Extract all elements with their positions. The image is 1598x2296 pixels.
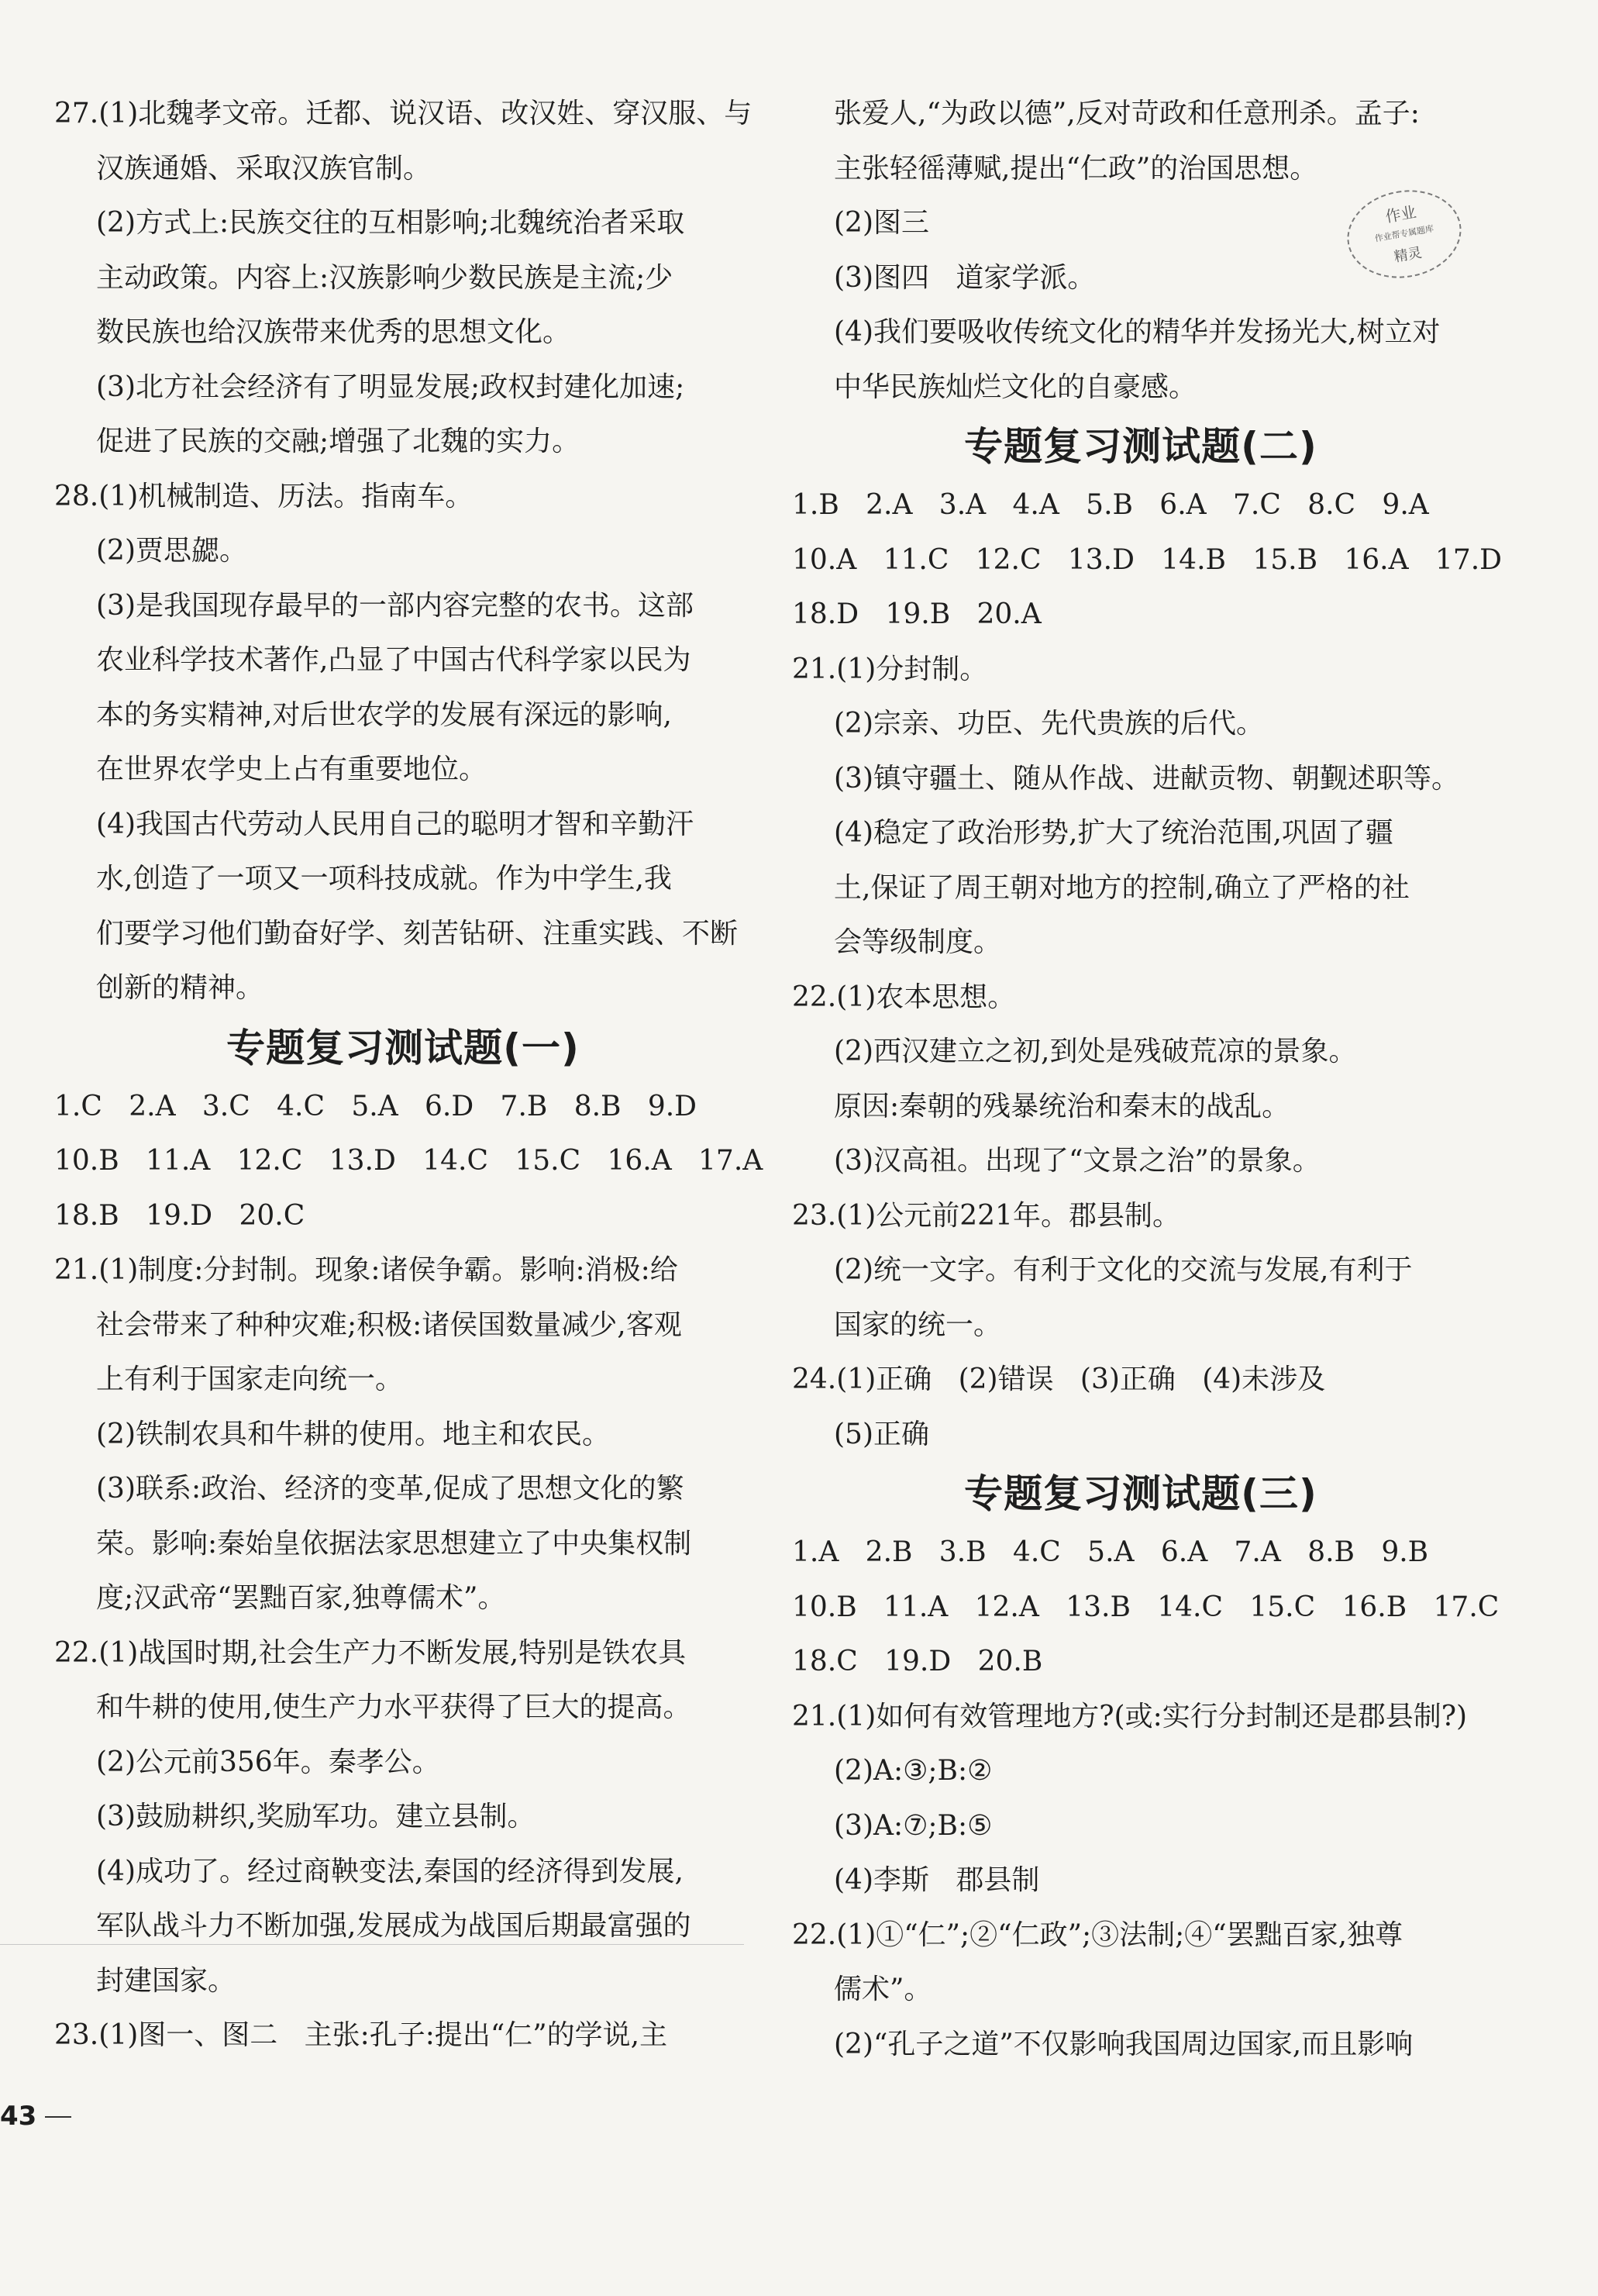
footer-rule [0, 1944, 744, 1945]
text-line: (2)宗亲、功臣、先代贵族的后代。 [834, 708, 1264, 739]
text-line: 23.(1)图一、图二 主张:孔子:提出“仁”的学说,主 [54, 2019, 668, 2051]
text-line: (3)汉高祖。出现了“文景之治”的景象。 [834, 1145, 1321, 1177]
text-line: 在世界农学史上占有重要地位。 [96, 753, 487, 785]
text-line: 18.B 19.D 20.C [54, 1199, 305, 1232]
text-line: 24.(1)正确 (2)错误 (3)正确 (4)未涉及 [792, 1363, 1326, 1395]
stamp-line2: 作业帮专属题库 [1373, 223, 1434, 244]
text-line: 10.A 11.C 12.C 13.D 14.B 15.B 16.A 17.D [792, 543, 1503, 576]
text-line: (3)联系:政治、经济的变革,促成了思想文化的繁 [96, 1473, 684, 1505]
page-number-dash [45, 2116, 71, 2118]
text-line: (3)北方社会经济有了明显发展;政权封建化加速; [96, 371, 685, 403]
text-line: (4)我国古代劳动人民用自己的聪明才智和辛勤汗 [96, 808, 694, 840]
text-line: 18.D 19.B 20.A [792, 598, 1042, 630]
text-line: 1.A 2.B 3.B 4.C 5.A 6.A 7.A 8.B 9.B [792, 1536, 1429, 1568]
text-line: 原因:秦朝的残暴统治和秦末的战乱。 [834, 1090, 1290, 1122]
text-line: 儒术”。 [834, 1974, 932, 2005]
text-line: 和牛耕的使用,使生产力水平获得了巨大的提高。 [96, 1691, 691, 1723]
text-line: (4)成功了。经过商鞅变法,秦国的经济得到发展, [96, 1855, 684, 1887]
stamp-line3: 精灵 [1393, 244, 1424, 266]
text-line: (4)稳定了政治形势,扩大了统治范围,巩固了疆 [834, 817, 1393, 849]
text-line: (2)方式上:民族交往的互相影响;北魏统治者采取 [96, 207, 685, 239]
text-line: 度;汉武帝“罢黜百家,独尊儒术”。 [96, 1582, 506, 1614]
section-title: 专题复习测试题(二) [964, 424, 1317, 469]
text-line: 社会带来了种种灾难;积极:诸侯国数量减少,客观 [96, 1308, 682, 1341]
text-line: 1.C 2.A 3.C 4.C 5.A 6.D 7.B 8.B 9.D [54, 1090, 697, 1122]
text-line: 数民族也给汉族带来优秀的思想文化。 [96, 316, 571, 348]
text-line: 张爱人,“为政以德”,反对苛政和任意刑杀。孟子: [834, 98, 1420, 129]
text-line: 21.(1)制度:分封制。现象:诸侯争霸。影响:消极:给 [54, 1254, 678, 1286]
stamp-line1: 作业 [1383, 202, 1418, 226]
text-line: (2)贾思勰。 [96, 535, 247, 567]
text-line: (2)公元前356年。秦孝公。 [96, 1746, 440, 1778]
text-line: 荣。影响:秦始皇依据法家思想建立了中央集权制 [96, 1527, 692, 1560]
text-line: (5)正确 [834, 1418, 929, 1450]
text-line: (3)鼓励耕织,奖励军功。建立县制。 [96, 1801, 536, 1832]
text-line: 22.(1)战国时期,社会生产力不断发展,特别是铁农具 [54, 1636, 687, 1669]
text-line: (4)李斯 郡县制 [834, 1864, 1040, 1896]
text-line: 21.(1)分封制。 [792, 653, 988, 685]
page-number: 43 [0, 2101, 37, 2132]
text-line: (2)西汉建立之初,到处是残破荒凉的景象。 [834, 1036, 1357, 1067]
text-line: 封建国家。 [96, 1964, 236, 1997]
section-title: 专题复习测试题(一) [226, 1025, 580, 1070]
right-column [792, 87, 1503, 2072]
text-line: 国家的统一。 [834, 1308, 1002, 1341]
text-line: 汉族通婚、采取汉族官制。 [96, 152, 432, 184]
text-line: 21.(1)如何有效管理地方?(或:实行分封制还是郡县制?) [792, 1700, 1468, 1732]
text-line: (3)A:⑦;B:⑤ [834, 1809, 993, 1842]
text-line: 们要学习他们勤奋好学、刻苦钻研、注重实践、不断 [96, 917, 739, 950]
text-line: (2)“孔子之道”不仅影响我国周边国家,而且影响 [834, 2028, 1414, 2060]
text-line: 中华民族灿烂文化的自豪感。 [834, 371, 1197, 403]
text-line: (2)铁制农具和牛耕的使用。地主和农民。 [96, 1418, 610, 1450]
text-line: 10.B 11.A 12.C 13.D 14.C 15.C 16.A 17.A [54, 1145, 763, 1177]
text-line: 上有利于国家走向统一。 [96, 1363, 404, 1395]
text-line: (4)我们要吸收传统文化的精华并发扬光大,树立对 [834, 316, 1441, 348]
text-line: 22.(1)①“仁”;②“仁政”;③法制;④“罢黜百家,独尊 [792, 1919, 1403, 1951]
left-column [54, 87, 763, 2063]
section-title: 专题复习测试题(三) [964, 1471, 1317, 1516]
text-line: (3)是我国现存最早的一部内容完整的农书。这部 [96, 589, 694, 622]
text-line: 土,保证了周王朝对地方的控制,确立了严格的社 [834, 871, 1410, 904]
text-line: 18.C 19.D 20.B [792, 1646, 1043, 1677]
text-line: 本的务实精神,对后世农学的发展有深远的影响, [96, 698, 672, 731]
text-line: 22.(1)农本思想。 [792, 981, 1016, 1013]
text-line: 农业科学技术著作,凸显了中国古代科学家以民为 [96, 644, 691, 676]
text-line: 促进了民族的交融;增强了北魏的实力。 [96, 426, 580, 457]
text-line: 会等级制度。 [834, 926, 1002, 958]
text-line: 创新的精神。 [96, 972, 264, 1004]
text-line: 主动政策。内容上:汉族影响少数民族是主流;少 [96, 261, 673, 294]
text-line: 水,创造了一项又一项科技成就。作为中学生,我 [96, 863, 672, 895]
text-line: (2)统一文字。有利于文化的交流与发展,有利于 [834, 1254, 1413, 1286]
text-line: 军队战斗力不断加强,发展成为战国后期最富强的 [96, 1910, 691, 1942]
text-line: 主张轻徭薄赋,提出“仁政”的治国思想。 [834, 152, 1318, 184]
text-line: (3)图四 道家学派。 [834, 261, 1096, 294]
text-line: (2)A:③;B:② [834, 1755, 993, 1787]
text-line: 28.(1)机械制造、历法。指南车。 [54, 480, 474, 512]
text-line: 1.B 2.A 3.A 4.A 5.B 6.A 7.C 8.C 9.A [792, 489, 1429, 521]
text-line: 27.(1)北魏孝文帝。迁都、说汉语、改汉姓、穿汉服、与 [54, 98, 753, 129]
text-line: (2)图三 [834, 207, 929, 239]
text-line: 23.(1)公元前221年。郡县制。 [792, 1199, 1180, 1232]
text-line: (3)镇守疆土、随从作战、进献贡物、朝觐述职等。 [834, 762, 1459, 795]
text-line: 10.B 11.A 12.A 13.B 14.C 15.C 16.B 17.C [792, 1591, 1500, 1623]
